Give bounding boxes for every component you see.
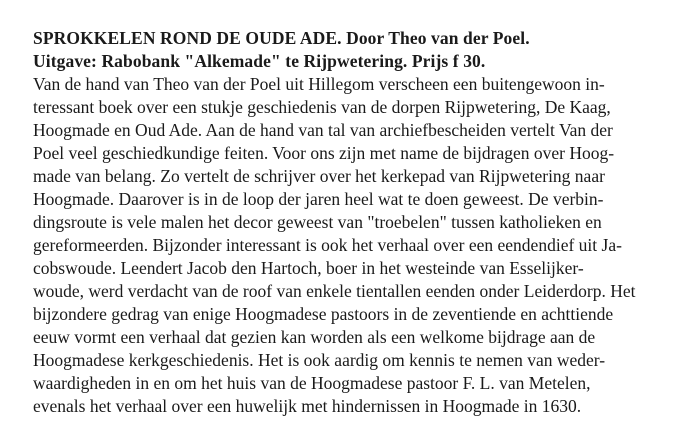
body-line: cobswoude. Leendert Jacob den Hartoch, boer in het westeinde van Esselijker- [33, 258, 584, 278]
body-line: eeuw vormt een verhaal dat gezien kan worden als een welkome bijdrage aan de [33, 327, 596, 347]
article [33, 27, 693, 418]
body-line: woude, werd verdacht van de roof van enkele tientallen eenden onder Leiderdorp. Het [33, 281, 636, 301]
body-line: Hoogmade en Oud Ade. Aan de hand van tal van archiefbescheiden vertelt Van der [33, 120, 613, 140]
body-line: dingsroute is vele malen het decor geweest van "troebelen" tussen katholieken en [33, 212, 602, 232]
heading-line: Uitgave: Rabobank "Alkemade" te Rijpwetering. Prijs f 30. [33, 51, 486, 71]
body-line: gereformeerden. Bijzonder interessant is ook het verhaal over een eendendief uit Ja- [33, 235, 622, 255]
body-line: Hoogmade. Daarover is in de loop der jaren heel wat te doen geweest. De verbin- [33, 189, 604, 209]
body-line: waardigheden in en om het huis van de Hoogmadese pastoor F. L. van Metelen, [33, 373, 591, 393]
heading-line: SPROKKELEN ROND DE OUDE ADE. Door Theo van der Poel. [33, 28, 530, 48]
body-line: Van de hand van Theo van der Poel uit Hillegom verscheen een buitengewoon in- [33, 74, 605, 94]
body-line: Poel veel geschiedkundige feiten. Voor ons zijn met name de bijdragen over Hoog- [33, 143, 615, 163]
body-line: Hoogmadese kerkgeschiedenis. Het is ook aardig om kennis te nemen van weder- [33, 350, 606, 370]
body-line: bijzondere gedrag van enige Hoogmadese pastoors in de zeventiende en achttiende [33, 304, 614, 324]
body-line: evenals het verhaal over een huwelijk met hindernissen in Hoogmade in 1630. [33, 396, 582, 416]
body-line: made van belang. Zo vertelt de schrijver over het kerkepad van Rijpwetering naar [33, 166, 605, 186]
body-line: teressant boek over een stukje geschiedenis van de dorpen Rijpwetering, De Kaag, [33, 97, 611, 117]
article-body [33, 73, 693, 418]
article-heading [33, 27, 693, 73]
